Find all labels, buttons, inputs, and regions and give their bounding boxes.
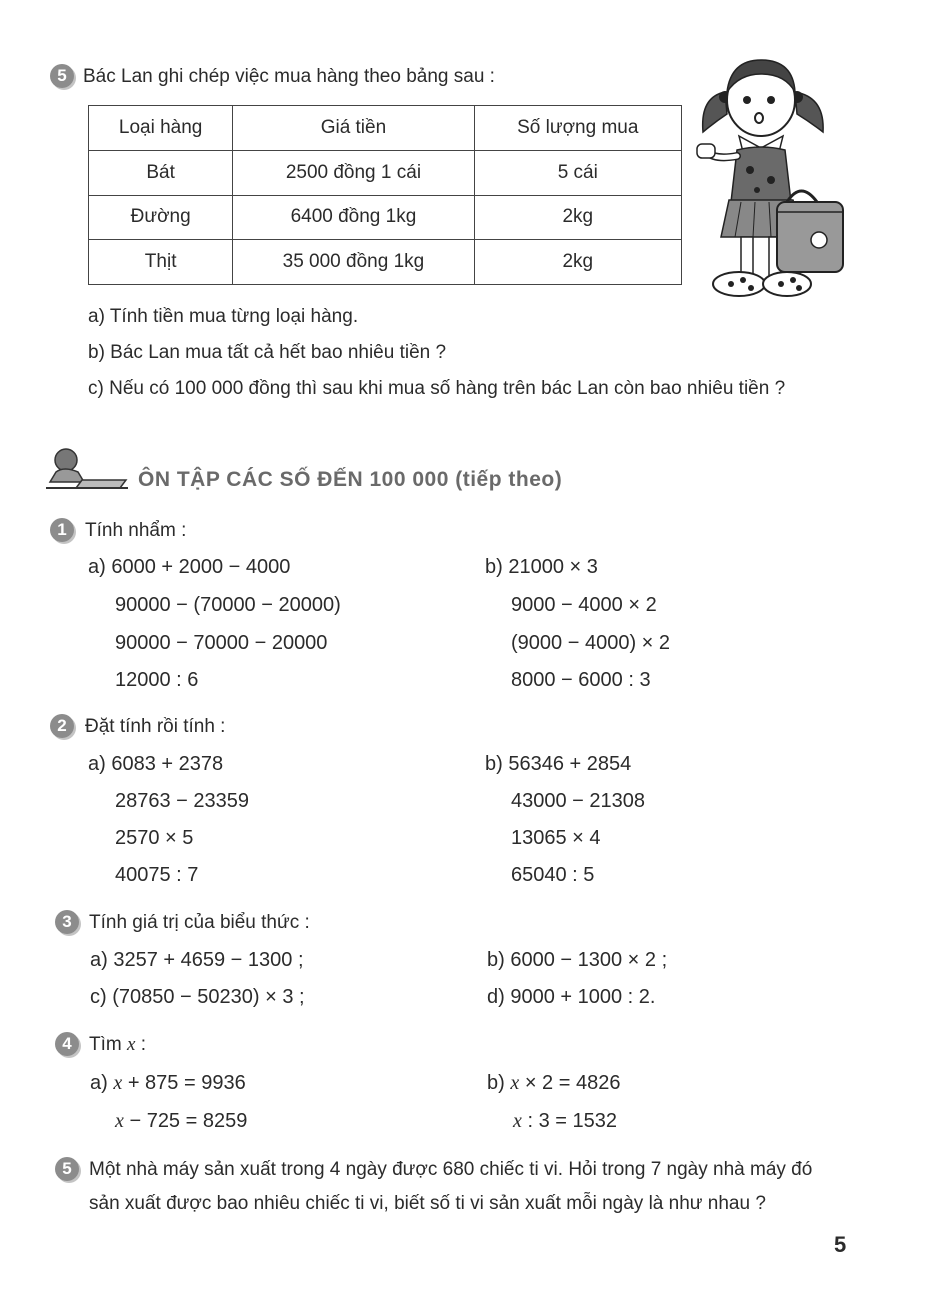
title-prefix: Tìm (89, 1034, 122, 1055)
exercise-number-badge: 4 (55, 1032, 79, 1056)
expression: 90000 − 70000 − 20000 (115, 632, 328, 654)
word-problem-line: Một nhà máy sản xuất trong 4 ngày được 680 chiếc ti vi. Hỏi trong 7 ngày nhà máy đó (89, 1159, 813, 1180)
equation-text: × 2 = 4826 (524, 1072, 621, 1094)
expression: b) 21000 × 3 (485, 556, 598, 578)
table-cell: 2500 đồng 1 cái (233, 150, 474, 195)
exercise-title: Tính giá trị của biểu thức : (89, 912, 310, 933)
label: b) (487, 1072, 505, 1094)
question-a: a) Tính tiền mua từng loại hàng. (88, 306, 359, 327)
equation (513, 1110, 617, 1133)
table-cell: Đường (89, 195, 233, 240)
expression: 2570 × 5 (115, 827, 194, 849)
title-suffix: : (140, 1034, 146, 1055)
exercise-number-badge: 2 (50, 714, 74, 738)
variable-x: x (113, 1072, 123, 1094)
table-cell: 2kg (474, 240, 681, 285)
variable-x: x (510, 1072, 520, 1094)
equation-text: − 725 = 8259 (129, 1110, 248, 1132)
expression: 90000 − (70000 − 20000) (115, 594, 341, 616)
expression: 28763 − 23359 (115, 790, 250, 812)
expression: d) 9000 + 1000 : 2. (487, 986, 656, 1008)
exercise-title (89, 1034, 146, 1056)
equation-text: + 875 = 9936 (127, 1072, 246, 1094)
variable-x: x (115, 1110, 124, 1132)
exercise-title: Đặt tính rồi tính : (85, 716, 226, 737)
exercise-number-badge: 1 (50, 518, 74, 542)
equation (90, 1072, 246, 1095)
label: a) (90, 1072, 108, 1094)
table-row (89, 240, 682, 285)
expression: (9000 − 4000) × 2 (511, 632, 671, 654)
variable-x: x (513, 1110, 522, 1132)
table-header-cell: Loại hàng (89, 106, 233, 151)
reading-child-icon (42, 446, 132, 492)
expression: c) (70850 − 50230) × 3 ; (90, 986, 305, 1008)
variable-x: x (127, 1034, 136, 1055)
table-header-cell: Giá tiền (233, 106, 474, 151)
table-cell: Thịt (89, 240, 233, 285)
table-cell: 2kg (474, 195, 681, 240)
exercise-number-badge: 3 (55, 910, 79, 934)
expression: a) 3257 + 4659 − 1300 ; (90, 949, 304, 971)
exercise-number-badge: 5 (50, 64, 74, 88)
table-cell: 6400 đồng 1kg (233, 195, 474, 240)
expression: 8000 − 6000 : 3 (511, 669, 651, 691)
expression: a) 6083 + 2378 (88, 753, 224, 775)
table-row (89, 150, 682, 195)
section-title: ÔN TẬP CÁC SỐ ĐẾN 100 000 (tiếp theo) (138, 468, 563, 491)
table-cell: 5 cái (474, 150, 681, 195)
question-c: c) Nếu có 100 000 đồng thì sau khi mua số hàng trên bác Lan còn bao nhiêu tiền ? (88, 378, 786, 399)
table-cell: Bát (89, 150, 233, 195)
word-problem-line: sản xuất được bao nhiêu chiếc ti vi, biết số ti vi sản xuất mỗi ngày là như nhau ? (89, 1193, 766, 1214)
expression: b) 6000 − 1300 × 2 ; (487, 949, 668, 971)
expression: a) 6000 + 2000 − 4000 (88, 556, 291, 578)
table-header-cell: Số lượng mua (474, 106, 681, 151)
exercise-prompt: Bác Lan ghi chép việc mua hàng theo bảng sau : (83, 66, 495, 87)
equation (115, 1110, 247, 1133)
expression: b) 56346 + 2854 (485, 753, 632, 775)
table-cell: 35 000 đồng 1kg (233, 240, 474, 285)
question-b: b) Bác Lan mua tất cả hết bao nhiêu tiền ? (88, 342, 447, 363)
table-row (89, 195, 682, 240)
expression: 13065 × 4 (511, 827, 601, 849)
expression: 9000 − 4000 × 2 (511, 594, 657, 616)
schoolgirl-illustration (695, 52, 850, 302)
expression: 40075 : 7 (115, 864, 199, 886)
exercise-title: Tính nhẩm : (85, 520, 187, 541)
expression: 43000 − 21308 (511, 790, 646, 812)
expression: 12000 : 6 (115, 669, 199, 691)
equation-text: : 3 = 1532 (527, 1110, 617, 1132)
expression: 65040 : 5 (511, 864, 595, 886)
table-header-row (89, 106, 682, 151)
purchase-table (88, 105, 682, 285)
exercise-number-badge: 5 (55, 1157, 79, 1181)
equation (487, 1072, 620, 1095)
page-number: 5 (834, 1232, 847, 1257)
